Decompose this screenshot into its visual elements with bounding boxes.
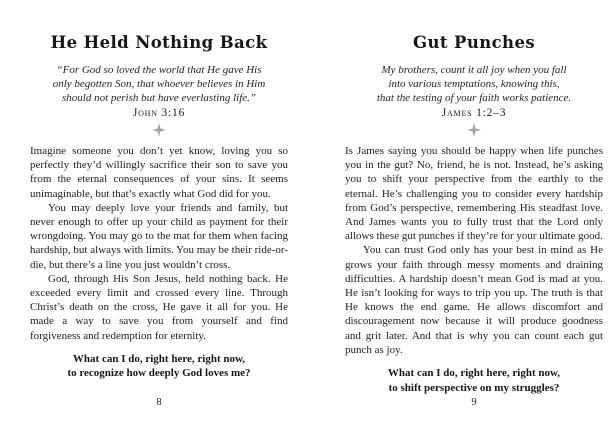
scripture-reference: James 1:2–3 (441, 107, 507, 119)
quote-line: should not perish but have everlasting life.” (61, 92, 256, 104)
left-page (30, 0, 288, 432)
paragraph: You can trust God only has your best in mind as He grows your faith through messy moments and draining difficulties. A hardship doesn’t mean God is mad at you. He isn’t looking for ways to trip you up. The truth is that He knows the end game. He allows discomfort and discouragement now because it will produce goodness and grit later. And that is why you can count each gut punch as joy. (345, 244, 603, 356)
page-number: 8 (156, 397, 162, 408)
body-text (30, 144, 288, 343)
four-pointed-star-icon (345, 123, 603, 138)
right-page (345, 0, 603, 432)
paragraph: You may deeply love your friends and family, but never enough to offer up your child as payment for their wrongdoing. You may go to the mat for them when facing hardship, but always with limits. You may be their ride-or-die, but there’s a line you just wouldn’t cross. (30, 201, 288, 271)
quote-line: “For God so loved the world that He gave His (56, 64, 262, 76)
scripture-reference: John 3:16 (132, 107, 186, 119)
paragraph: Is James saying you should be happy when life punches you in the gut? No, friend, he is not. Instead, he’s asking you to shift your perspective from the earthly to the eternal. He’s challenging you to consider every hardship from God’s perspective, remembering His steadfast love. And James wants you to fully trust that the Lord only allows these gut punches if they’re for your ultimate good. (345, 145, 603, 243)
scripture-quote (345, 63, 603, 105)
prompt-line: to shift perspective on my struggles? (388, 381, 560, 394)
quote-line: My brothers, count it all joy when you fall (381, 64, 567, 76)
body-text (345, 144, 603, 357)
prompt-line: to recognize how deeply God loves me? (67, 367, 251, 380)
reflection-prompt (30, 352, 288, 381)
chapter-title: He Held Nothing Back (50, 33, 268, 52)
quote-line: that the testing of your faith works patience. (376, 92, 572, 104)
page-number: 9 (471, 397, 477, 408)
quote-line: only begotten Son, that whoever believes in Him (52, 78, 266, 90)
four-pointed-star-icon (30, 123, 288, 138)
quote-line: into various temptations, knowing this, (388, 78, 560, 90)
paragraph: God, through His Son Jesus, held nothing back. He exceeded every limit and crossed every line. Through Christ’s death on the cross, He gave it all for you. He made a way to save you from yourself and find forgiveness and redemption for eternity. (30, 272, 288, 342)
prompt-line: What can I do, right here, right now, (387, 367, 561, 380)
prompt-line: What can I do, right here, right now, (72, 352, 246, 365)
scripture-quote (30, 63, 288, 105)
chapter-title: Gut Punches (412, 33, 536, 52)
paragraph: Imagine someone you don’t yet know, loving you so perfectly they’d willingly sacrifice their son to save you from the eternal consequences of your sins. It seems unimaginable, but that’s exactly what God did for you. (30, 145, 288, 200)
reflection-prompt (345, 366, 603, 395)
